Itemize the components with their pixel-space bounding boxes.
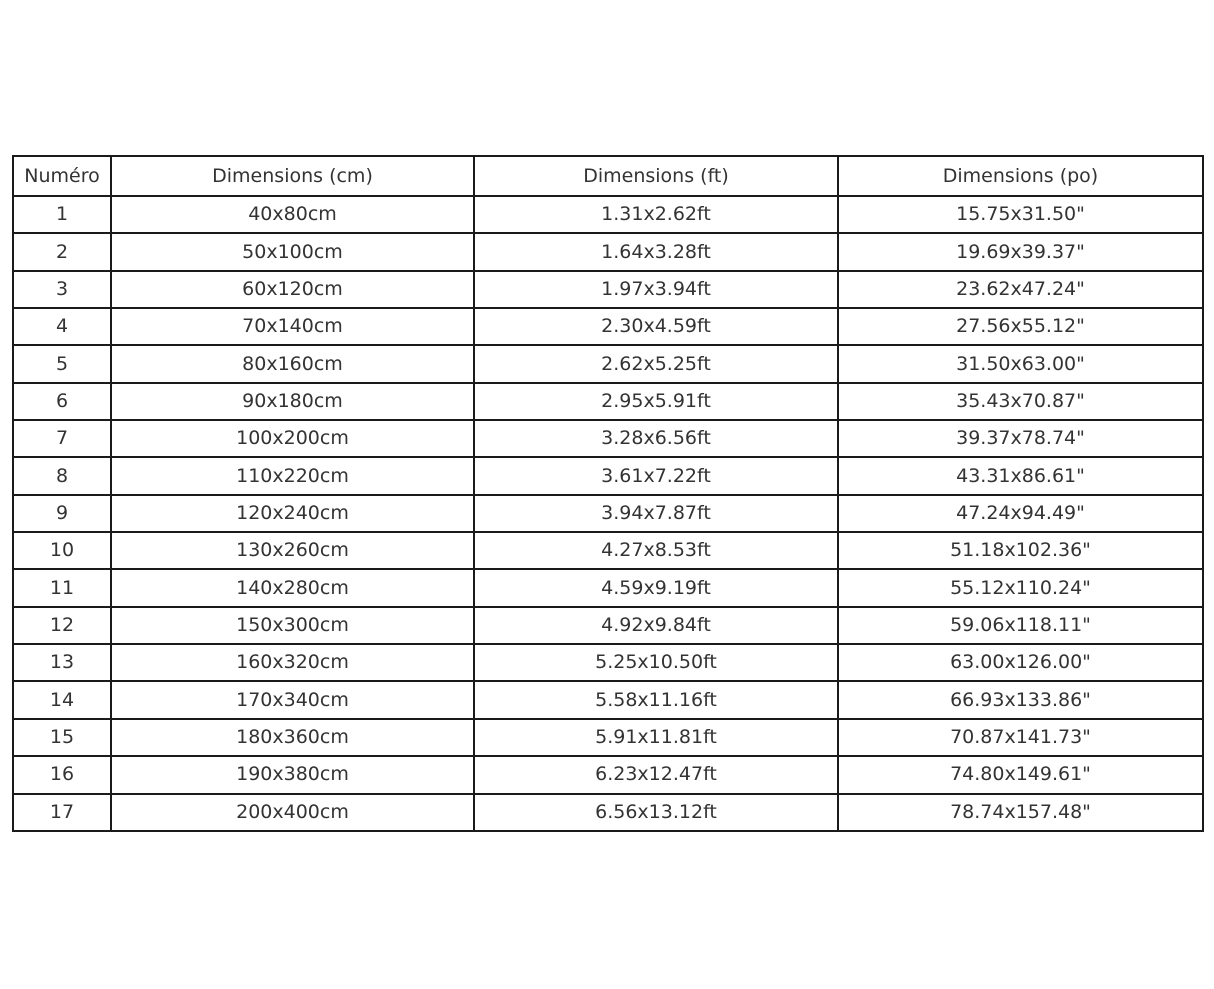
table-row	[13, 607, 1203, 644]
table-cell: 16	[13, 756, 111, 793]
table-cell: 4.92x9.84ft	[474, 607, 838, 644]
table-cell: 180x360cm	[111, 719, 474, 756]
table-cell: 47.24x94.49"	[838, 495, 1203, 532]
table-row	[13, 495, 1203, 532]
table-cell: 100x200cm	[111, 420, 474, 457]
table-row	[13, 196, 1203, 233]
table-row	[13, 719, 1203, 756]
table-cell: 130x260cm	[111, 532, 474, 569]
table-cell: 6.23x12.47ft	[474, 756, 838, 793]
table-cell: 11	[13, 569, 111, 606]
table-cell: 6	[13, 383, 111, 420]
table-cell: 7	[13, 420, 111, 457]
table-cell: 2.30x4.59ft	[474, 308, 838, 345]
table-cell: 3	[13, 271, 111, 308]
table-row	[13, 233, 1203, 270]
table-cell: 4.59x9.19ft	[474, 569, 838, 606]
table-row	[13, 271, 1203, 308]
table-cell: 40x80cm	[111, 196, 474, 233]
table-row	[13, 457, 1203, 494]
table-row	[13, 794, 1203, 832]
table-cell: 1	[13, 196, 111, 233]
table-cell: 1.97x3.94ft	[474, 271, 838, 308]
table-row	[13, 532, 1203, 569]
table-cell: 8	[13, 457, 111, 494]
table-cell: 63.00x126.00"	[838, 644, 1203, 681]
table-cell: 170x340cm	[111, 681, 474, 718]
table-cell: 5.91x11.81ft	[474, 719, 838, 756]
table-cell: 190x380cm	[111, 756, 474, 793]
table-cell: 55.12x110.24"	[838, 569, 1203, 606]
table-cell: 15	[13, 719, 111, 756]
table-row	[13, 756, 1203, 793]
table-cell: 150x300cm	[111, 607, 474, 644]
table-cell: 1.31x2.62ft	[474, 196, 838, 233]
table-cell: 51.18x102.36"	[838, 532, 1203, 569]
table-cell: 3.28x6.56ft	[474, 420, 838, 457]
table-cell: 43.31x86.61"	[838, 457, 1203, 494]
table-cell: 140x280cm	[111, 569, 474, 606]
table-cell: 39.37x78.74"	[838, 420, 1203, 457]
table-row	[13, 345, 1203, 382]
table-cell: 74.80x149.61"	[838, 756, 1203, 793]
table-cell: 3.61x7.22ft	[474, 457, 838, 494]
table-cell: 35.43x70.87"	[838, 383, 1203, 420]
table-cell: 9	[13, 495, 111, 532]
table-cell: 160x320cm	[111, 644, 474, 681]
table-cell: 59.06x118.11"	[838, 607, 1203, 644]
column-header: Numéro	[13, 156, 111, 196]
table-cell: 15.75x31.50"	[838, 196, 1203, 233]
dimensions-conversion-table	[12, 155, 1204, 832]
column-header: Dimensions (cm)	[111, 156, 474, 196]
table-cell: 5.58x11.16ft	[474, 681, 838, 718]
table-cell: 2.95x5.91ft	[474, 383, 838, 420]
table-row	[13, 308, 1203, 345]
table-row	[13, 420, 1203, 457]
table-cell: 200x400cm	[111, 794, 474, 832]
table-cell: 5.25x10.50ft	[474, 644, 838, 681]
table-cell: 90x180cm	[111, 383, 474, 420]
table-cell: 23.62x47.24"	[838, 271, 1203, 308]
table-cell: 17	[13, 794, 111, 832]
table-cell: 70x140cm	[111, 308, 474, 345]
table-cell: 12	[13, 607, 111, 644]
table-header-row	[13, 156, 1203, 196]
table-cell: 2.62x5.25ft	[474, 345, 838, 382]
column-header: Dimensions (po)	[838, 156, 1203, 196]
table-cell: 60x120cm	[111, 271, 474, 308]
table-cell: 19.69x39.37"	[838, 233, 1203, 270]
table-row	[13, 383, 1203, 420]
table-cell: 70.87x141.73"	[838, 719, 1203, 756]
table-row	[13, 644, 1203, 681]
table-row	[13, 681, 1203, 718]
table-cell: 14	[13, 681, 111, 718]
table-cell: 4.27x8.53ft	[474, 532, 838, 569]
table-cell: 66.93x133.86"	[838, 681, 1203, 718]
table-cell: 5	[13, 345, 111, 382]
table-cell: 31.50x63.00"	[838, 345, 1203, 382]
table-cell: 2	[13, 233, 111, 270]
table-cell: 10	[13, 532, 111, 569]
table-row	[13, 569, 1203, 606]
table-cell: 4	[13, 308, 111, 345]
table-cell: 80x160cm	[111, 345, 474, 382]
table-cell: 27.56x55.12"	[838, 308, 1203, 345]
column-header: Dimensions (ft)	[474, 156, 838, 196]
table-cell: 1.64x3.28ft	[474, 233, 838, 270]
table-cell: 78.74x157.48"	[838, 794, 1203, 832]
table-cell: 50x100cm	[111, 233, 474, 270]
table-cell: 3.94x7.87ft	[474, 495, 838, 532]
table-cell: 6.56x13.12ft	[474, 794, 838, 832]
table-cell: 120x240cm	[111, 495, 474, 532]
table-cell: 13	[13, 644, 111, 681]
table-cell: 110x220cm	[111, 457, 474, 494]
